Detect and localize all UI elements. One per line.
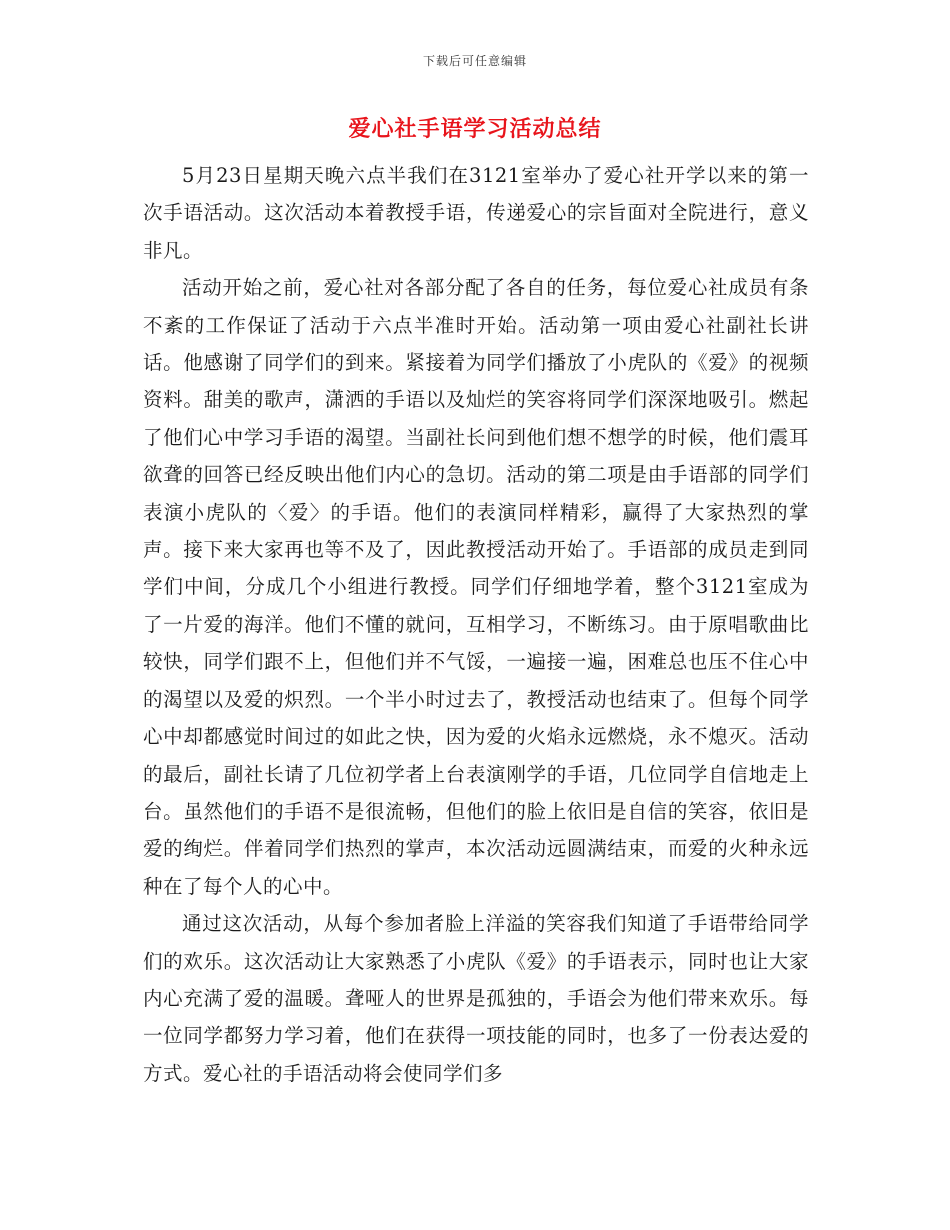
paragraph-1: 5月23日星期天晚六点半我们在3121室举办了爱心社开学以来的第一次手语活动。这次活动本着教授手语，传递爱心的宗旨面对全院进行，意义非凡。 <box>143 164 809 262</box>
paragraph-2: 活动开始之前，爱心社对各部分配了各自的任务，每位爱心社成员有条不紊的工作保证了活动于六点半准时开始。活动第一项由爱心社副社长讲话。他感谢了同学们的到来。紧接着为同学们播放了小虎队的《爱》的视频资料。甜美的歌声，潇洒的手语以及灿烂的笑容将同学们深深地吸引。燃起了他们心中学习手语的渴望。当副社长问到他们想不想学的时候，他们震耳欲聋的回答已经反映出他们内心的急切。活动的第二项是由手语部的同学们表演小虎队的〈爱〉的手语。他们的表演同样精彩，赢得了大家热烈的掌声。接下来大家再也等不及了，因此教授活动开始了。手语部的成员走到同学们中间，分成几个小组进行教授。同学们仔细地学着，整个3121室成为了一片爱的海洋。他们不懂的就问，互相学习，不断练习。由于原唱歌曲比较快，同学们跟不上，但他们并不气馁，一遍接一遍，困难总也压不住心中的渴望以及爱的炽烈。一个半小时过去了，教授活动也结束了。但每个同学心中却都感觉时间过的如此之快，因为爱的火焰永远燃烧，永不熄灭。活动的最后，副社长请了几位初学者上台表演刚学的手语，几位同学自信地走上台。虽然他们的手语不是很流畅，但他们的脸上依旧是自信的笑容，依旧是爱的绚烂。伴着同学们热烈的掌声，本次活动远圆满结束，而爱的火种永远种在了每个人的心中。 <box>143 276 809 898</box>
paragraph-3: 通过这次活动，从每个参加者脸上洋溢的笑容我们知道了手语带给同学们的欢乐。这次活动让大家熟悉了小虎队《爱》的手语表示，同时也让大家内心充满了爱的温暖。聋哑人的世界是孤独的，手语会为他们带来欢乐。每一位同学都努力学习着，他们在获得一项技能的同时，也多了一份表达爱的方式。爱心社的手语活动将会使同学们多 <box>143 912 809 1085</box>
document-body <box>143 157 809 1092</box>
document-title: 爱心社手语学习活动总结 <box>348 116 602 142</box>
header-note: 下载后可任意编辑 <box>422 54 527 68</box>
